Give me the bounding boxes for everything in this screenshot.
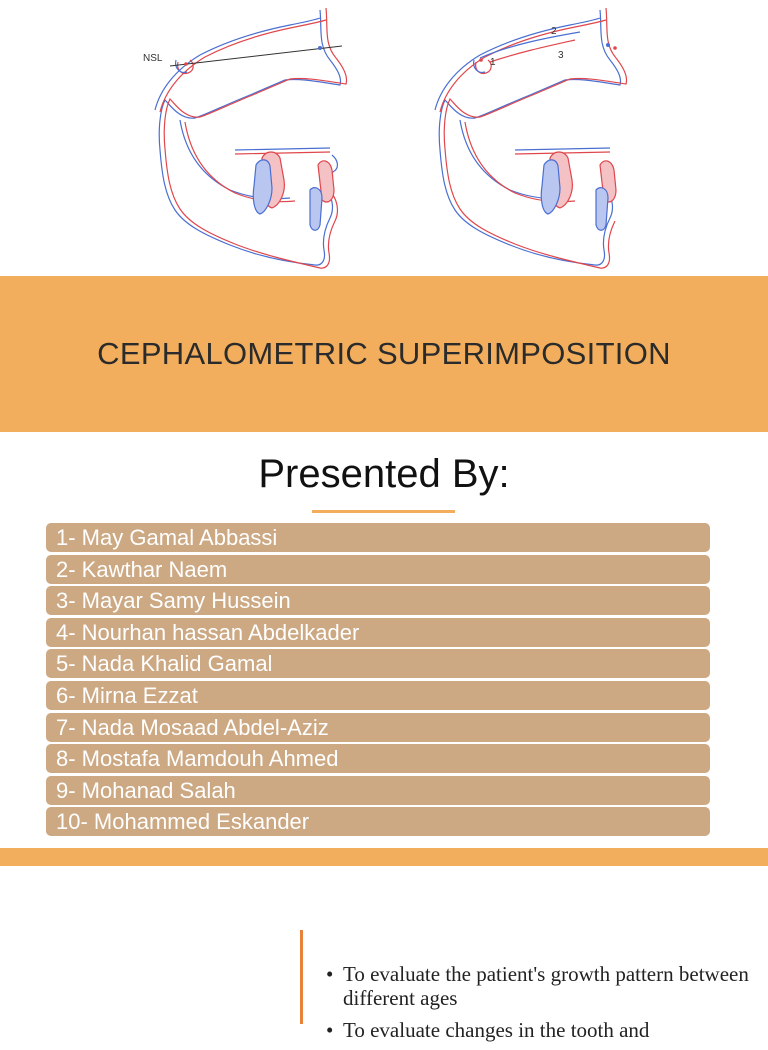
bullet-dot-icon: • <box>326 1018 334 1042</box>
cephalometric-illustration <box>0 0 768 276</box>
presenter-item: 6- Mirna Ezzat <box>46 681 710 710</box>
landmark-label-3: 3 <box>558 50 564 61</box>
presenter-item: 10- Mohammed Eskander <box>46 807 710 836</box>
presented-by-heading: Presented By: <box>258 452 510 496</box>
presenter-item: 5- Nada Khalid Gamal <box>46 649 710 678</box>
accent-line <box>300 930 303 1024</box>
nsl-label: NSL <box>143 53 163 64</box>
bullet-dot-icon: • <box>326 962 334 986</box>
title-banner <box>0 276 768 432</box>
presenter-item: 2- Kawthar Naem <box>46 555 710 584</box>
bullet-item: • To evaluate the patient's growth pattern between different ages <box>326 962 749 1010</box>
presenter-item: 1- May Gamal Abbassi <box>46 523 710 552</box>
heading-underline <box>312 510 455 513</box>
presenter-item: 3- Mayar Samy Hussein <box>46 586 710 615</box>
landmark-label-1: 1 <box>490 57 496 68</box>
bullet-item: • To evaluate changes in the tooth and <box>326 1018 650 1042</box>
bullet-list <box>326 962 756 1050</box>
slide-title: CEPHALOMETRIC SUPERIMPOSITION <box>97 336 671 371</box>
landmark-label-2: 2 <box>551 26 557 37</box>
right-tracing <box>435 8 627 268</box>
presenter-list <box>46 523 710 839</box>
presenter-item: 4- Nourhan hassan Abdelkader <box>46 618 710 647</box>
left-tracing <box>155 8 347 268</box>
presenter-item: 7- Nada Mosaad Abdel-Aziz <box>46 713 710 742</box>
presenter-item: 8- Mostafa Mamdouh Ahmed <box>46 744 710 773</box>
presenter-item: 9- Mohanad Salah <box>46 776 710 805</box>
slide-divider-bar <box>0 848 768 866</box>
skull-tracings-figure <box>0 0 768 276</box>
